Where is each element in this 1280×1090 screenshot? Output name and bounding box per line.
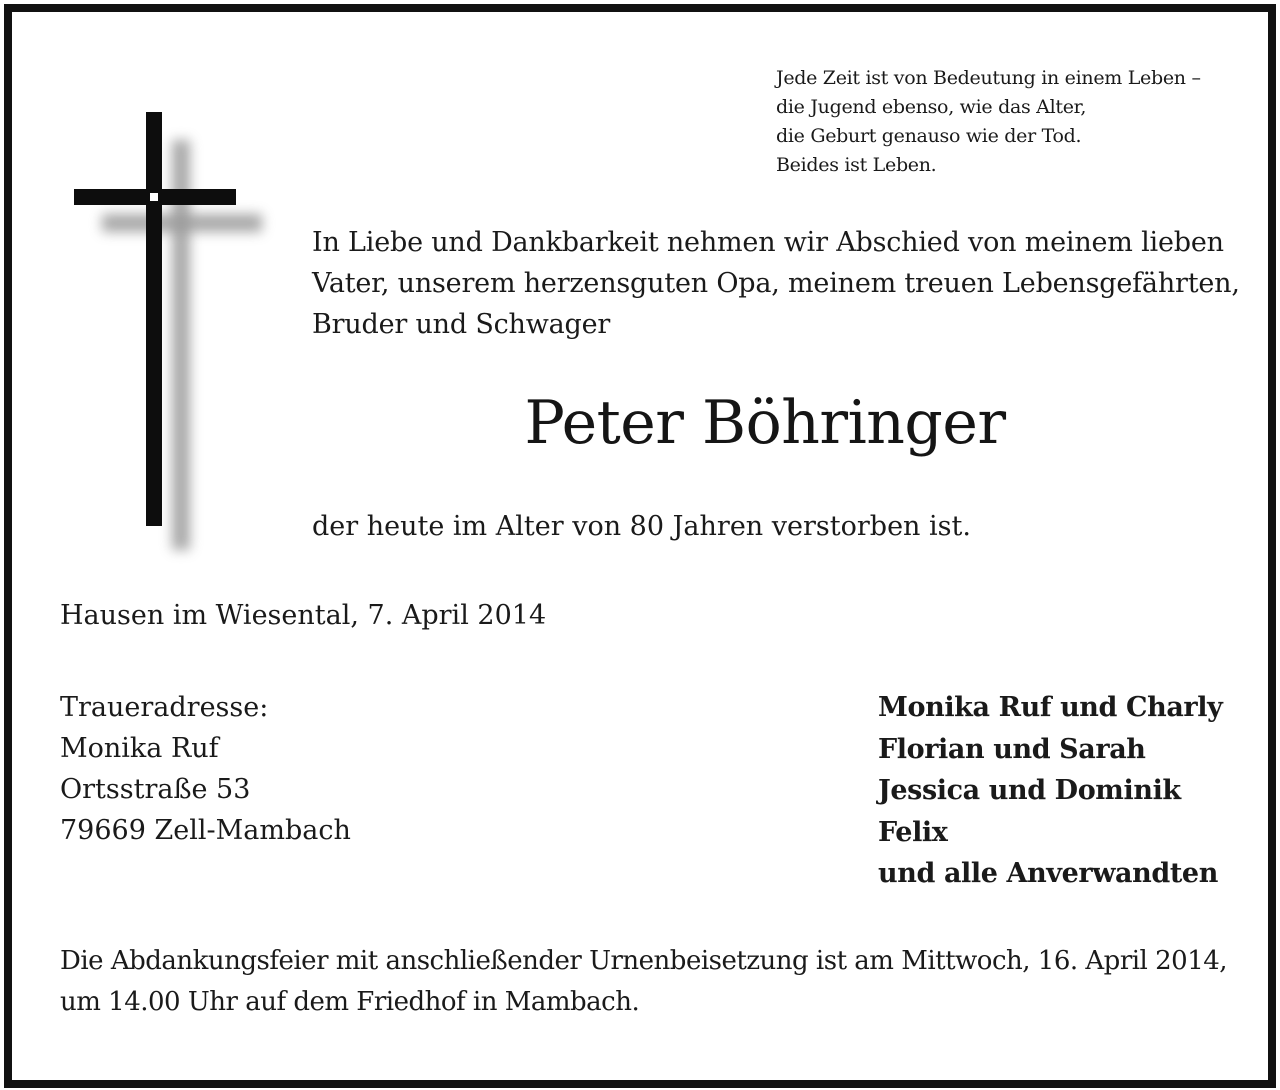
mourner-entry: und alle Anverwandten [878, 858, 1218, 889]
poem-line: Jede Zeit ist von Bedeutung in einem Leben – [776, 67, 1201, 89]
mourning-address [60, 687, 351, 851]
intro-line: In Liebe und Dankbarkeit nehmen wir Abschied von meinem lieben [312, 227, 1224, 258]
service-line: um 14.00 Uhr auf dem Friedhof in Mambach. [60, 987, 640, 1017]
mourner-entry: Felix [878, 816, 948, 848]
address-city: 79669 Zell-Mambach [60, 815, 351, 846]
intro-text [312, 222, 1240, 345]
poem-line: Beides ist Leben. [776, 154, 937, 176]
cross-icon [72, 112, 272, 562]
cross-beam-vertical [146, 112, 162, 526]
mourners-list [878, 687, 1222, 895]
intro-line: Vater, unserem herzensguten Opa, meinem treuen Lebensgefährten, [312, 268, 1240, 299]
mourner-entry: Jessica und Dominik [878, 775, 1181, 806]
mourner-entry: Monika Ruf und Charly [878, 692, 1223, 723]
cross-center-dot [150, 193, 158, 201]
address-name: Monika Ruf [60, 733, 219, 764]
poem-line: die Jugend ebenso, wie das Alter, [776, 96, 1087, 118]
service-line: Die Abdankungsfeier mit anschließender Urnenbeisetzung ist am Mittwoch, 16. April 2014, [60, 946, 1228, 976]
service-info [60, 941, 1227, 1023]
deceased-name: Peter Böhringer [524, 388, 1006, 458]
poem [776, 64, 1201, 180]
poem-line: die Geburt genauso wie der Tod. [776, 125, 1082, 147]
address-heading: Traueradresse: [60, 692, 269, 723]
place-date: Hausen im Wiesental, 7. April 2014 [60, 600, 547, 631]
intro-line: Bruder und Schwager [312, 309, 611, 340]
cross-shadow-horizontal [102, 214, 262, 232]
death-statement: der heute im Alter von 80 Jahren verstorben ist. [312, 511, 971, 542]
mourner-entry: Florian und Sarah [878, 733, 1146, 765]
address-street: Ortsstraße 53 [60, 774, 251, 805]
